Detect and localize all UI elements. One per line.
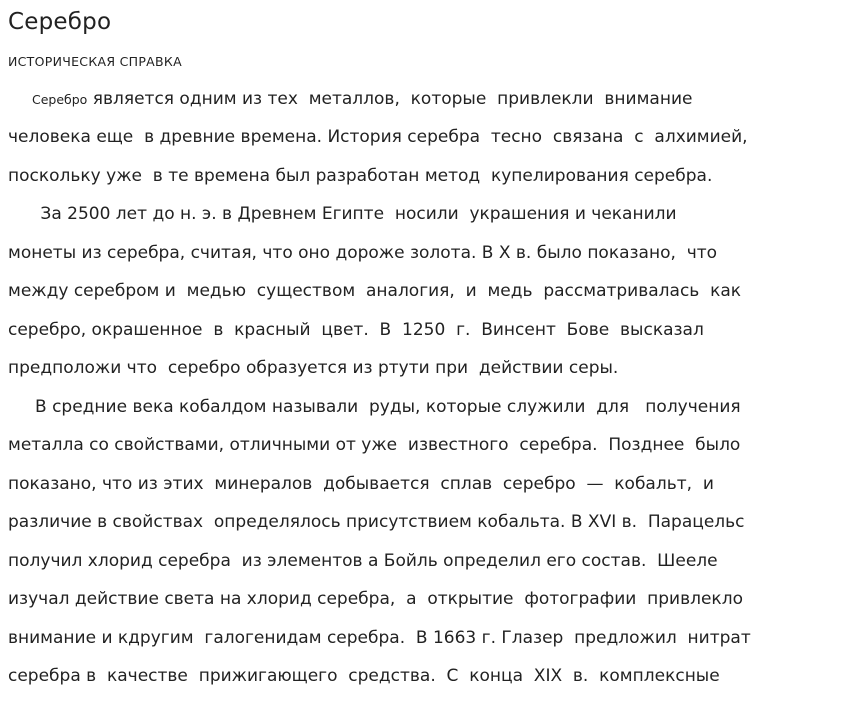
paragraph-line: внимание и кдругим галогенидам серебра. В 1663 г. Глазер предложил нитрат (8, 628, 751, 648)
section-heading: ИСТОРИЧЕСКАЯ СПРАВКА (8, 54, 182, 69)
paragraph-line: показано, что из этих минералов добывается сплав серебро — кобальт, и (8, 474, 714, 494)
paragraph-line: серебро, окрашенное в красный цвет. В 1250 г. Винсент Бове высказал (8, 320, 704, 340)
paragraph-line (32, 89, 692, 110)
paragraph-line: металла со свойствами, отличными от уже известного серебра. Позднее было (8, 435, 741, 455)
paragraph-line: монеты из серебра, считая, что оно дороже золота. В X в. было показано, что (8, 243, 718, 263)
paragraph-line: получил хлорид серебра из элементов а Бойль определил его состав. Шееле (8, 551, 718, 571)
paragraph-line: предположи что серебро образуется из ртути при действии серы. (8, 358, 619, 378)
paragraph-line: человека еще в древние времена. История серебра тесно связана с алхимией, (8, 127, 748, 147)
page-title: Серебро (8, 9, 112, 35)
paragraph-line: За 2500 лет до н. э. в Древнем Египте носили украшения и чеканили (8, 204, 677, 224)
lead-line-text: является одним из тех металлов, которые привлекли внимание (87, 89, 693, 109)
paragraph-line: В средние века кобалдом называли руды, которые служили для получения (8, 397, 741, 417)
paragraph-line: между серебром и медью существом аналогия, и медь рассматривалась как (8, 281, 742, 301)
paragraph-line: поскольку уже в те времена был разработан метод купелирования серебра. (8, 166, 713, 186)
lead-word: Серебро (32, 92, 88, 107)
paragraph-line: различие в свойствах определялось присутствием кобальта. В XVI в. Парацельс (8, 512, 745, 532)
paragraph-line: изучал действие света на хлорид серебра, а открытие фотографии привлекло (8, 589, 743, 609)
paragraph-line: серебра в качестве прижигающего средства. С конца XIX в. комплексные (8, 666, 720, 686)
